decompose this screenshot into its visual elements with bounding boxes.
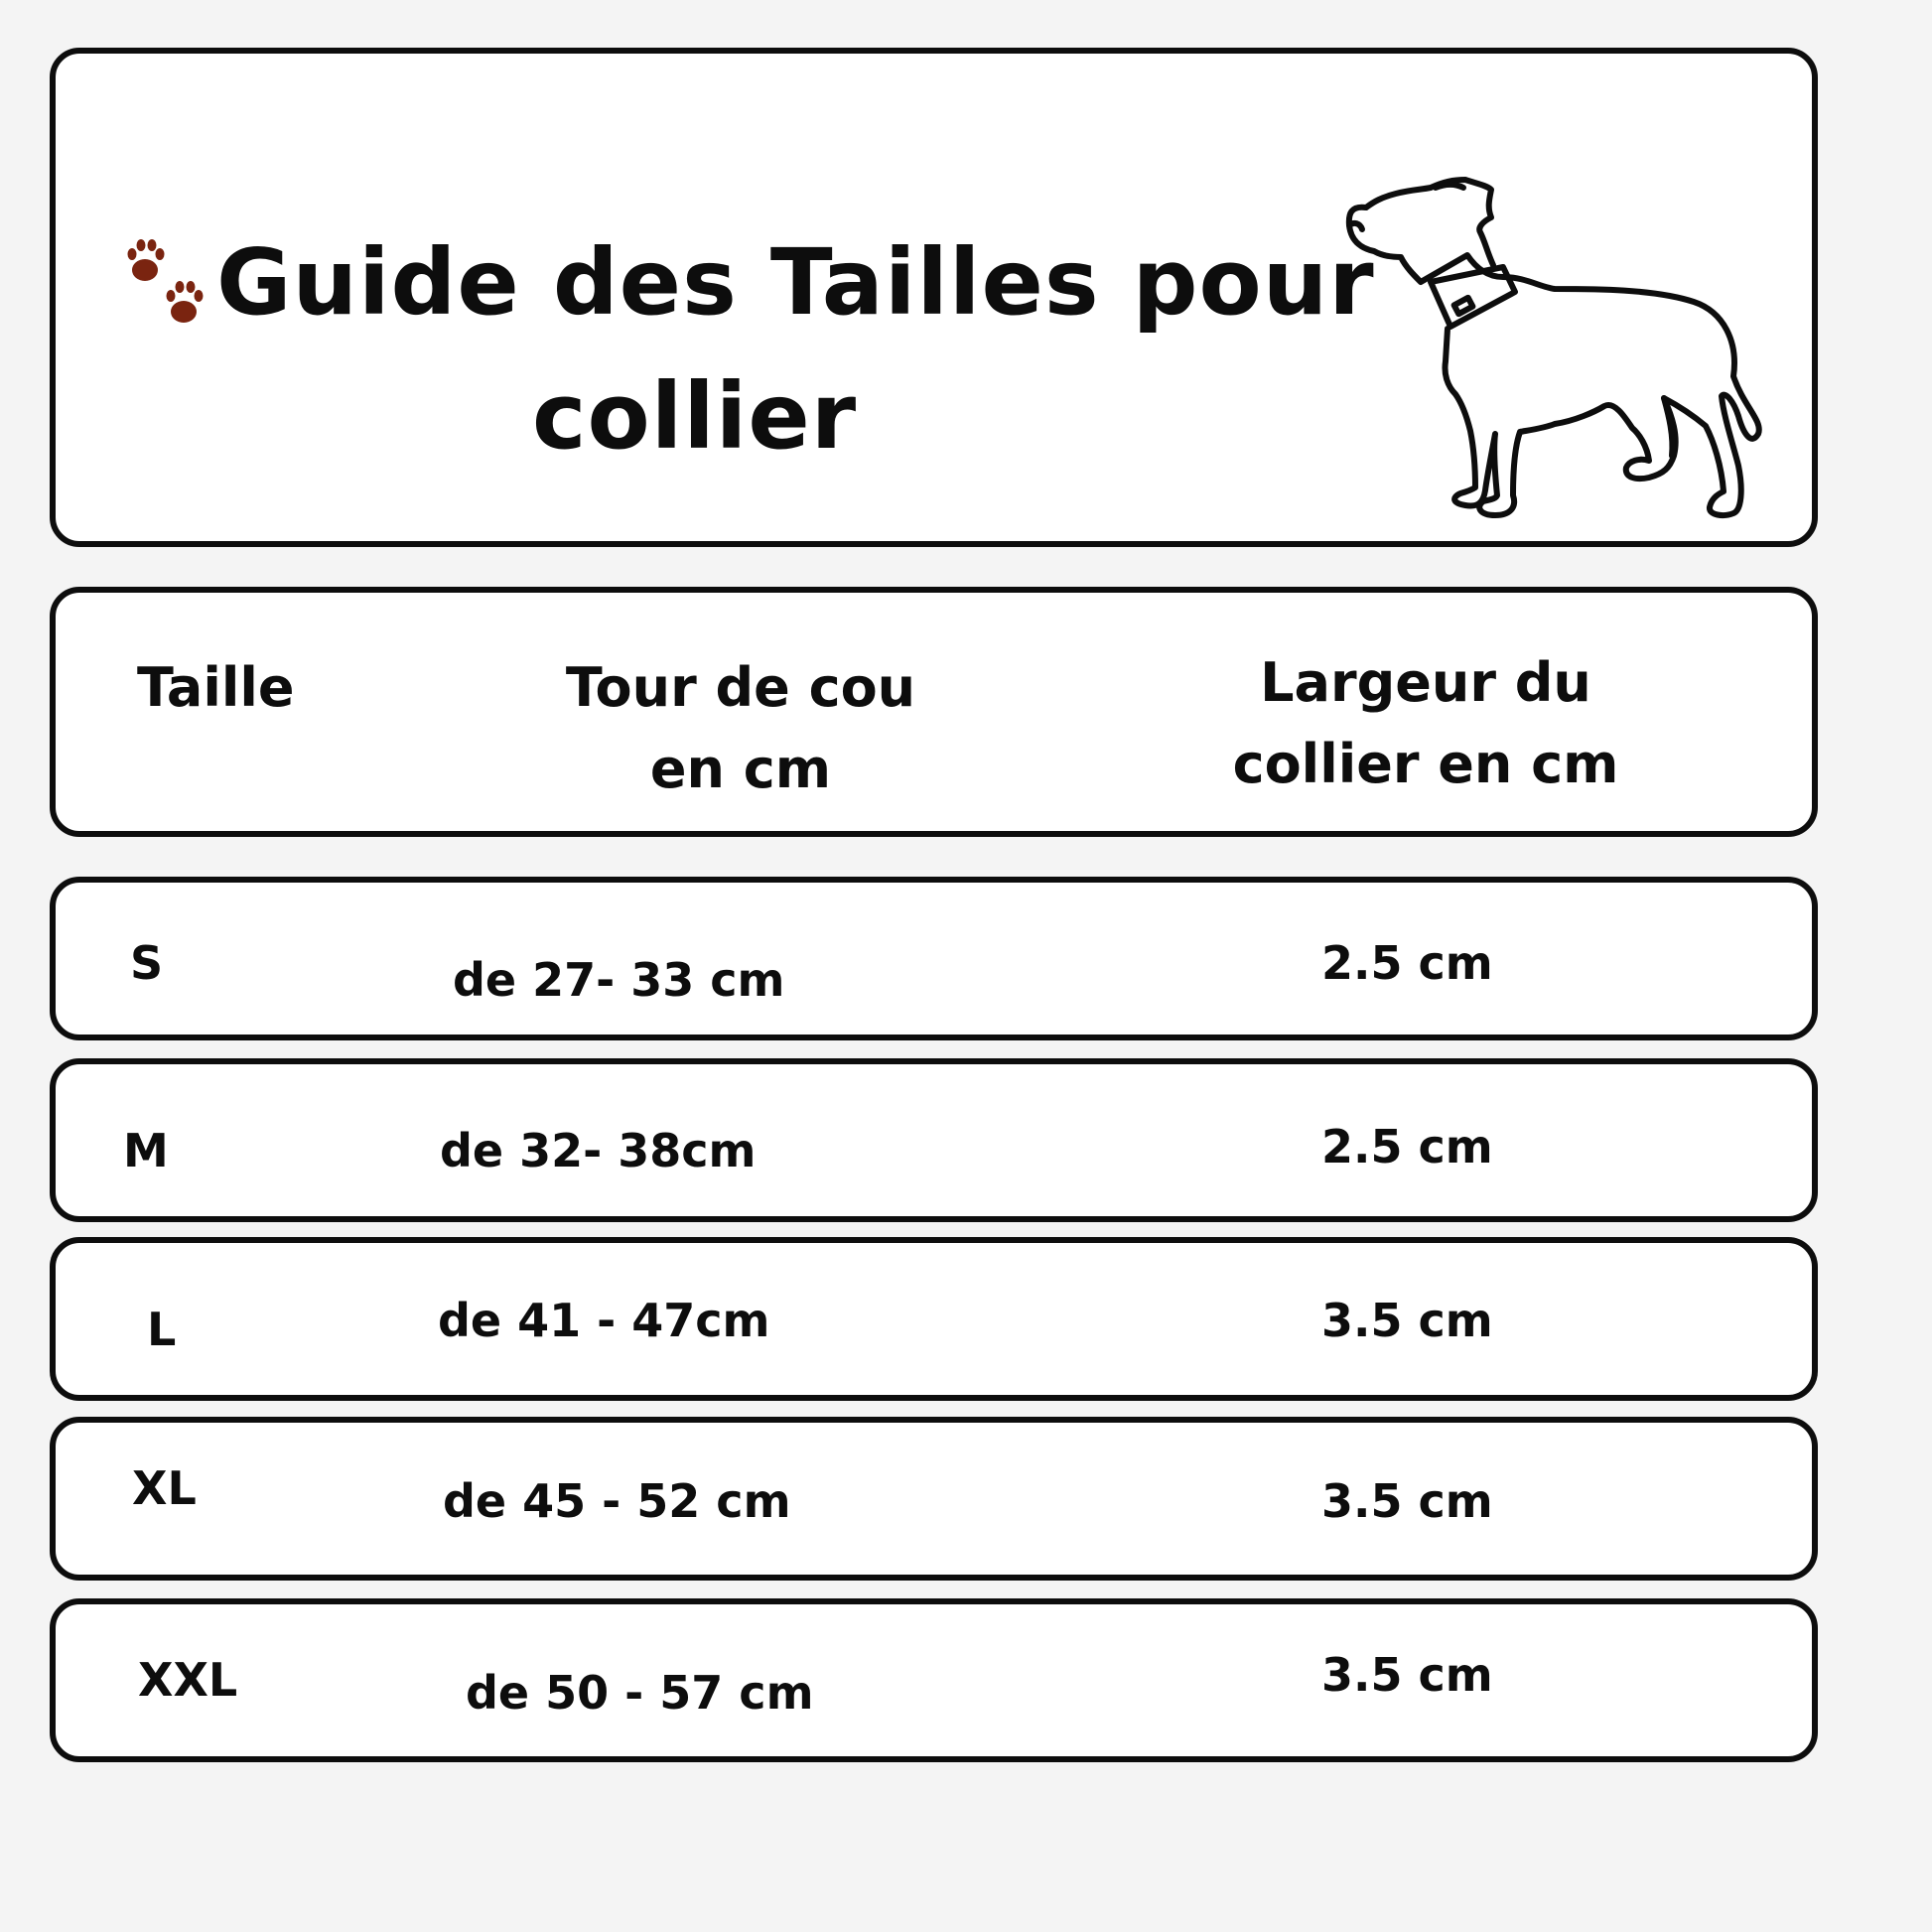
row-size: S — [130, 936, 164, 990]
row-size: M — [123, 1124, 169, 1177]
header-card — [50, 48, 1818, 547]
row-neck: de 45 - 52 cm — [443, 1474, 791, 1528]
column-header-width-line2: collier en cm — [1232, 733, 1619, 795]
row-size: XL — [132, 1461, 197, 1515]
row-size: L — [147, 1303, 177, 1356]
table-row — [50, 1417, 1818, 1581]
column-header-neck-line1: Tour de cou — [565, 656, 916, 719]
paw-prints-icon — [121, 232, 216, 332]
row-width: 2.5 cm — [1321, 936, 1493, 990]
row-width: 2.5 cm — [1321, 1120, 1493, 1173]
row-neck: de 50 - 57 cm — [466, 1666, 814, 1720]
table-row — [50, 877, 1818, 1040]
row-neck: de 32- 38cm — [440, 1124, 757, 1177]
table-row — [50, 1237, 1818, 1401]
column-header-width-line1: Largeur du — [1260, 651, 1591, 714]
row-width: 3.5 cm — [1321, 1294, 1493, 1347]
table-row — [50, 1598, 1818, 1762]
page-title-line2: collier — [532, 363, 858, 470]
dog-icon — [1257, 118, 1813, 575]
row-neck: de 27- 33 cm — [453, 953, 785, 1007]
column-header-neck-line2: en cm — [649, 738, 832, 800]
row-width: 3.5 cm — [1321, 1474, 1493, 1528]
column-header-size: Taille — [137, 656, 295, 719]
row-neck: de 41 - 47cm — [438, 1294, 770, 1347]
page-title-line1: Guide des Tailles pour — [216, 229, 1375, 336]
table-row — [50, 1058, 1818, 1222]
table-header — [50, 587, 1818, 837]
column-header-width — [1177, 642, 1674, 805]
row-size: XXL — [138, 1653, 238, 1707]
row-width: 3.5 cm — [1321, 1648, 1493, 1702]
column-header-neck — [492, 647, 989, 810]
